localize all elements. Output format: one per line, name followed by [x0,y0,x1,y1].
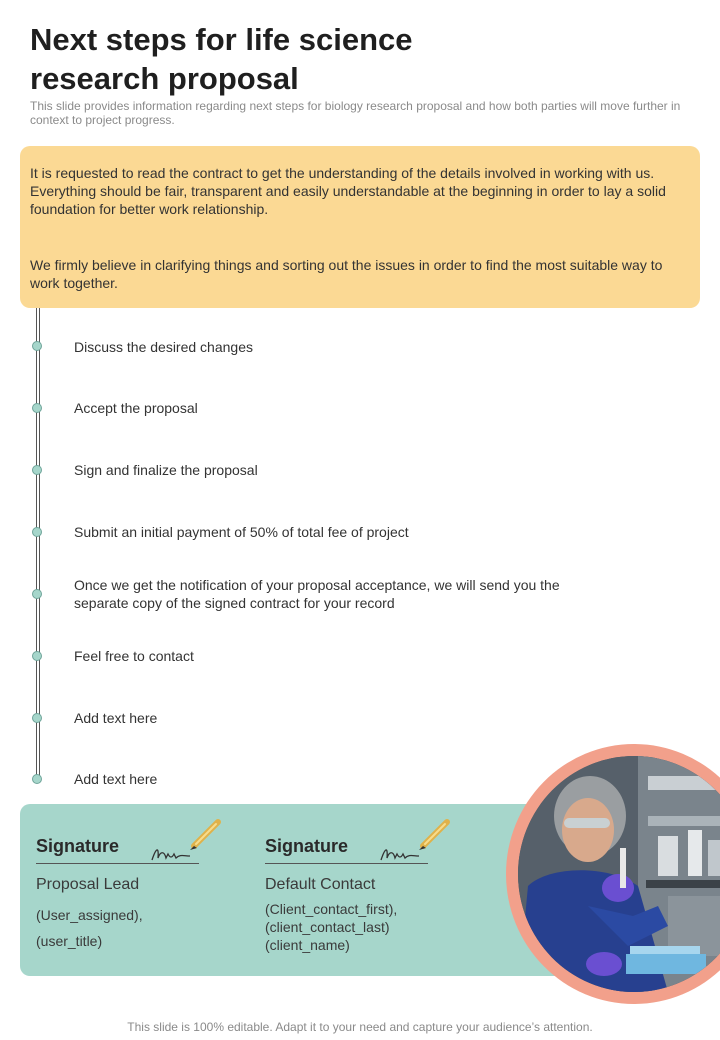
lab-scene-illustration [518,756,720,992]
timeline-step-text: Sign and finalize the proposal [74,462,258,478]
signature-detail: (User_assigned), [36,907,143,923]
page-subtitle: This slide provides information regarding next steps for biology research proposal and how both parties will move further in context to project progress. [30,99,681,127]
timeline-dot [32,465,42,475]
signature-role: Default Contact [265,876,376,893]
signature-line [36,863,199,864]
timeline-step [0,399,620,439]
timeline-step-text: Add text here [74,771,158,787]
timeline-dot [32,651,42,661]
timeline-step [0,338,620,378]
signature-detail: (user_title) [36,933,103,949]
timeline-step [0,523,620,563]
signature-scribble-icon [379,844,423,864]
timeline-step-text: Discuss the desired changes [74,339,253,355]
timeline-step [0,461,620,501]
timeline-dot [32,527,42,537]
scientist-photo-image [518,756,720,992]
timeline-step [0,709,620,749]
intro-paragraph-2: We firmly believe in clarifying things and sorting out the issues in order to find the most suitable way to work together. [30,257,663,291]
timeline-step-text: Accept the proposal [74,400,198,416]
signature-heading: Signature [265,836,349,856]
timeline-dot [32,713,42,723]
intro-box [20,146,700,308]
timeline-step-text: Feel free to contact [74,648,194,664]
signature-detail: (Client_contact_first), [265,901,398,917]
timeline-step-text: Once we get the notification of your proposal acceptance, we will send you the separate copy of the signed contract for your record [74,577,560,611]
timeline-dot [32,774,42,784]
signature-role: Proposal Lead [36,876,140,893]
signature-scribble-icon [150,844,194,864]
intro-paragraph-1: It is requested to read the contract to get the understanding of the details involved in working with us. Everything should be fair, transparent and easily understandable at the beginning in order to lay a solid foundation for better work relationship. [30,165,666,217]
page-title: Next steps for life science research proposal [30,22,413,96]
timeline-dot [32,589,42,599]
signature-line [265,863,428,864]
signature-detail: (client_name) [265,937,350,953]
timeline-step [0,576,620,616]
footer-note: This slide is 100% editable. Adapt it to your need and capture your audience’s attention. [127,1020,593,1034]
timeline-dot [32,341,42,351]
timeline-step-text: Submit an initial payment of 50% of total fee of project [74,524,409,540]
timeline-dot [32,403,42,413]
signature-heading: Signature [36,836,120,856]
timeline-step-text: Add text here [74,710,158,726]
signature-detail: (client_contact_last) [265,919,390,935]
timeline-step [0,647,620,687]
